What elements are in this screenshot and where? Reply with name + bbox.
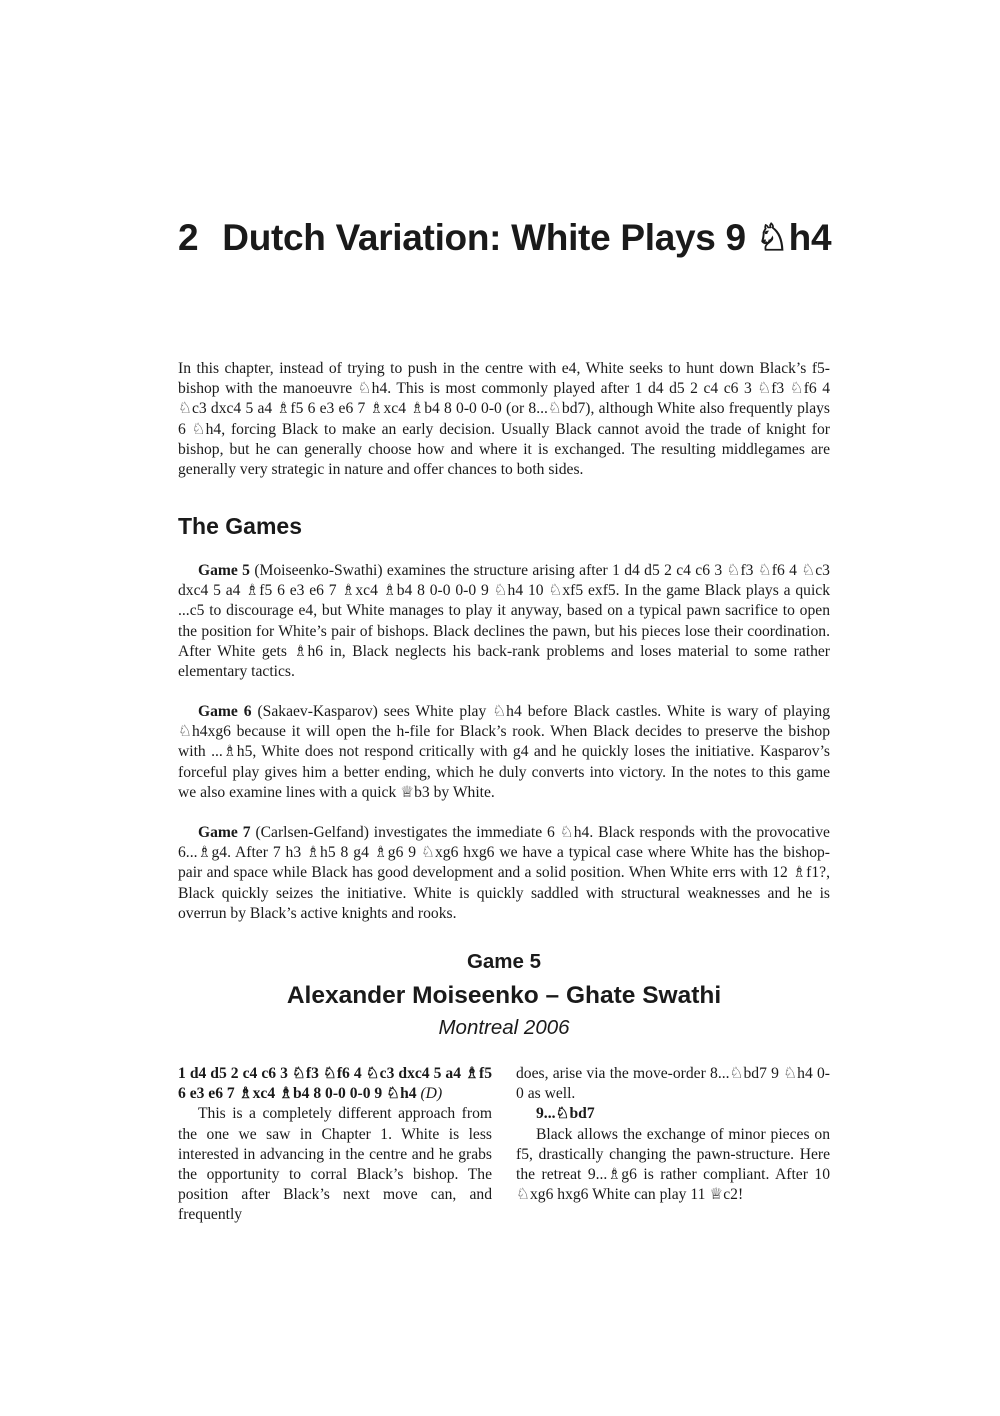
section-heading: The Games — [178, 513, 302, 539]
game-summary-paragraph — [178, 702, 830, 803]
game-players-heading: Alexander Moiseenko – Ghate Swathi — [286, 982, 722, 1009]
game-summary-label: Game 5 — [198, 562, 250, 579]
chapter-intro-paragraph: In this chapter, instead of trying to push in the centre with e4, White seeks to hunt down Black’s f5-bishop with the manoeuvre ♘h4. This is most commonly played after 1 d4 d5 2 c4 c6 3 ♘f3 ♘f6 4 ♘c3 dxc4 5 a4 ♗f5 6 e3 e6 7 ♗xc4 ♗b4 8 0-0 0-0 (or 8...♘bd7), although White also frequently plays 6 ♘h4, forcing Black to make an early decision. Usually Black cannot avoid the trade of knight for bishop, but he can generally choose how and where it is exchanged. The resulting middlegames are generally very strategic in nature and offer chances to both sides. — [178, 360, 830, 479]
game-event-heading: Montreal 2006 — [438, 1016, 570, 1039]
game-moves — [178, 1064, 492, 1104]
annotation-paragraph: Black allows the exchange of minor pieces on f5, drastically changing the pawn-structure. Here the retreat 9...♗g6 is rather compliant. After 10 ♘xg6 hxg6 White can play 11 ♕c2! — [516, 1125, 830, 1204]
annotation-paragraph: This is a completely different approach from the one we saw in Chapter 1. White is less interested in advancing in the centre and he grabs the opportunity to corral Black’s bishop. The position after Black’s next move can, and frequently — [178, 1105, 492, 1224]
annotation-continuation: does, arise via the move-order 8...♘bd7 9 ♘h4 0-0 as well. — [516, 1065, 830, 1103]
game-summary-label: Game 6 — [198, 703, 252, 720]
game-summary-paragraph — [178, 561, 830, 682]
left-column — [178, 1064, 492, 1226]
game-summary-text: (Moiseenko-Swathi) examines the structure arising after 1 d4 d5 2 c4 c6 3 ♘f3 ♘f6 4 ♘c3 dxc4 5 a4 ♗f5 6 e3 e6 7 ♗xc4 ♗b4 8 0-0 0-0 9 ♘h4 10 ♘xf5 exf5. In the game Black plays a quick ...c5 to discourage e4, but White manages to play it anyway, based on a typical pawn sacrifice to open the position for White’s pair of bishops. Black declines the pawn, but his pieces lose their coordination. After White gets ♗h6 in, Black neglects his back-rank problems and loses material to some rather elementary tactics. — [178, 562, 830, 681]
right-column — [516, 1064, 830, 1205]
game-summary-label: Game 7 — [198, 824, 251, 841]
chapter-number: 2 — [178, 217, 199, 258]
game-summary-text: (Carlsen-Gelfand) investigates the immediate 6 ♘h4. Black responds with the provocative 6...♗g4. After 7 h3 ♗h5 8 g4 ♗g6 9 ♘xg6 hxg6 we have a typical case where White has the bishop-pair and space while Black has good development and a solid position. When White errs with 12 ♗f1?, Black quickly seizes the initiative. White is quickly saddled with structural weaknesses and he is overrun by Black’s active knights and rooks. — [178, 824, 830, 922]
chapter-title — [178, 214, 878, 262]
game-number-heading: Game 5 — [466, 950, 542, 973]
game-summary-paragraph — [178, 823, 830, 924]
diagram-marker: (D) — [420, 1085, 443, 1103]
game-summary-text: (Sakaev-Kasparov) sees White play ♘h4 before Black castles. White is wary of playing ♘h4xg6 because it will open the h-file for Black’s rook. When Black decides to preserve the bishop with ...♗h5, White does not respond critically with g4 and he quickly loses the initiative. Kasparov’s forceful play gives him a better ending, which he duly converts into victory. In the notes to this game we also examine lines with a quick ♕b3 by White. — [178, 703, 830, 801]
chapter-title-text: Dutch Variation: White Plays 9 ♘h4 — [222, 217, 832, 258]
move-heading: 9...♘bd7 — [536, 1105, 595, 1123]
game-moves-text: 1 d4 d5 2 c4 c6 3 ♘f3 ♘f6 4 ♘c3 dxc4 5 a4 ♗f5 6 e3 e6 7 ♗xc4 ♗b4 8 0-0 0-0 9 ♘h4 — [178, 1065, 492, 1103]
